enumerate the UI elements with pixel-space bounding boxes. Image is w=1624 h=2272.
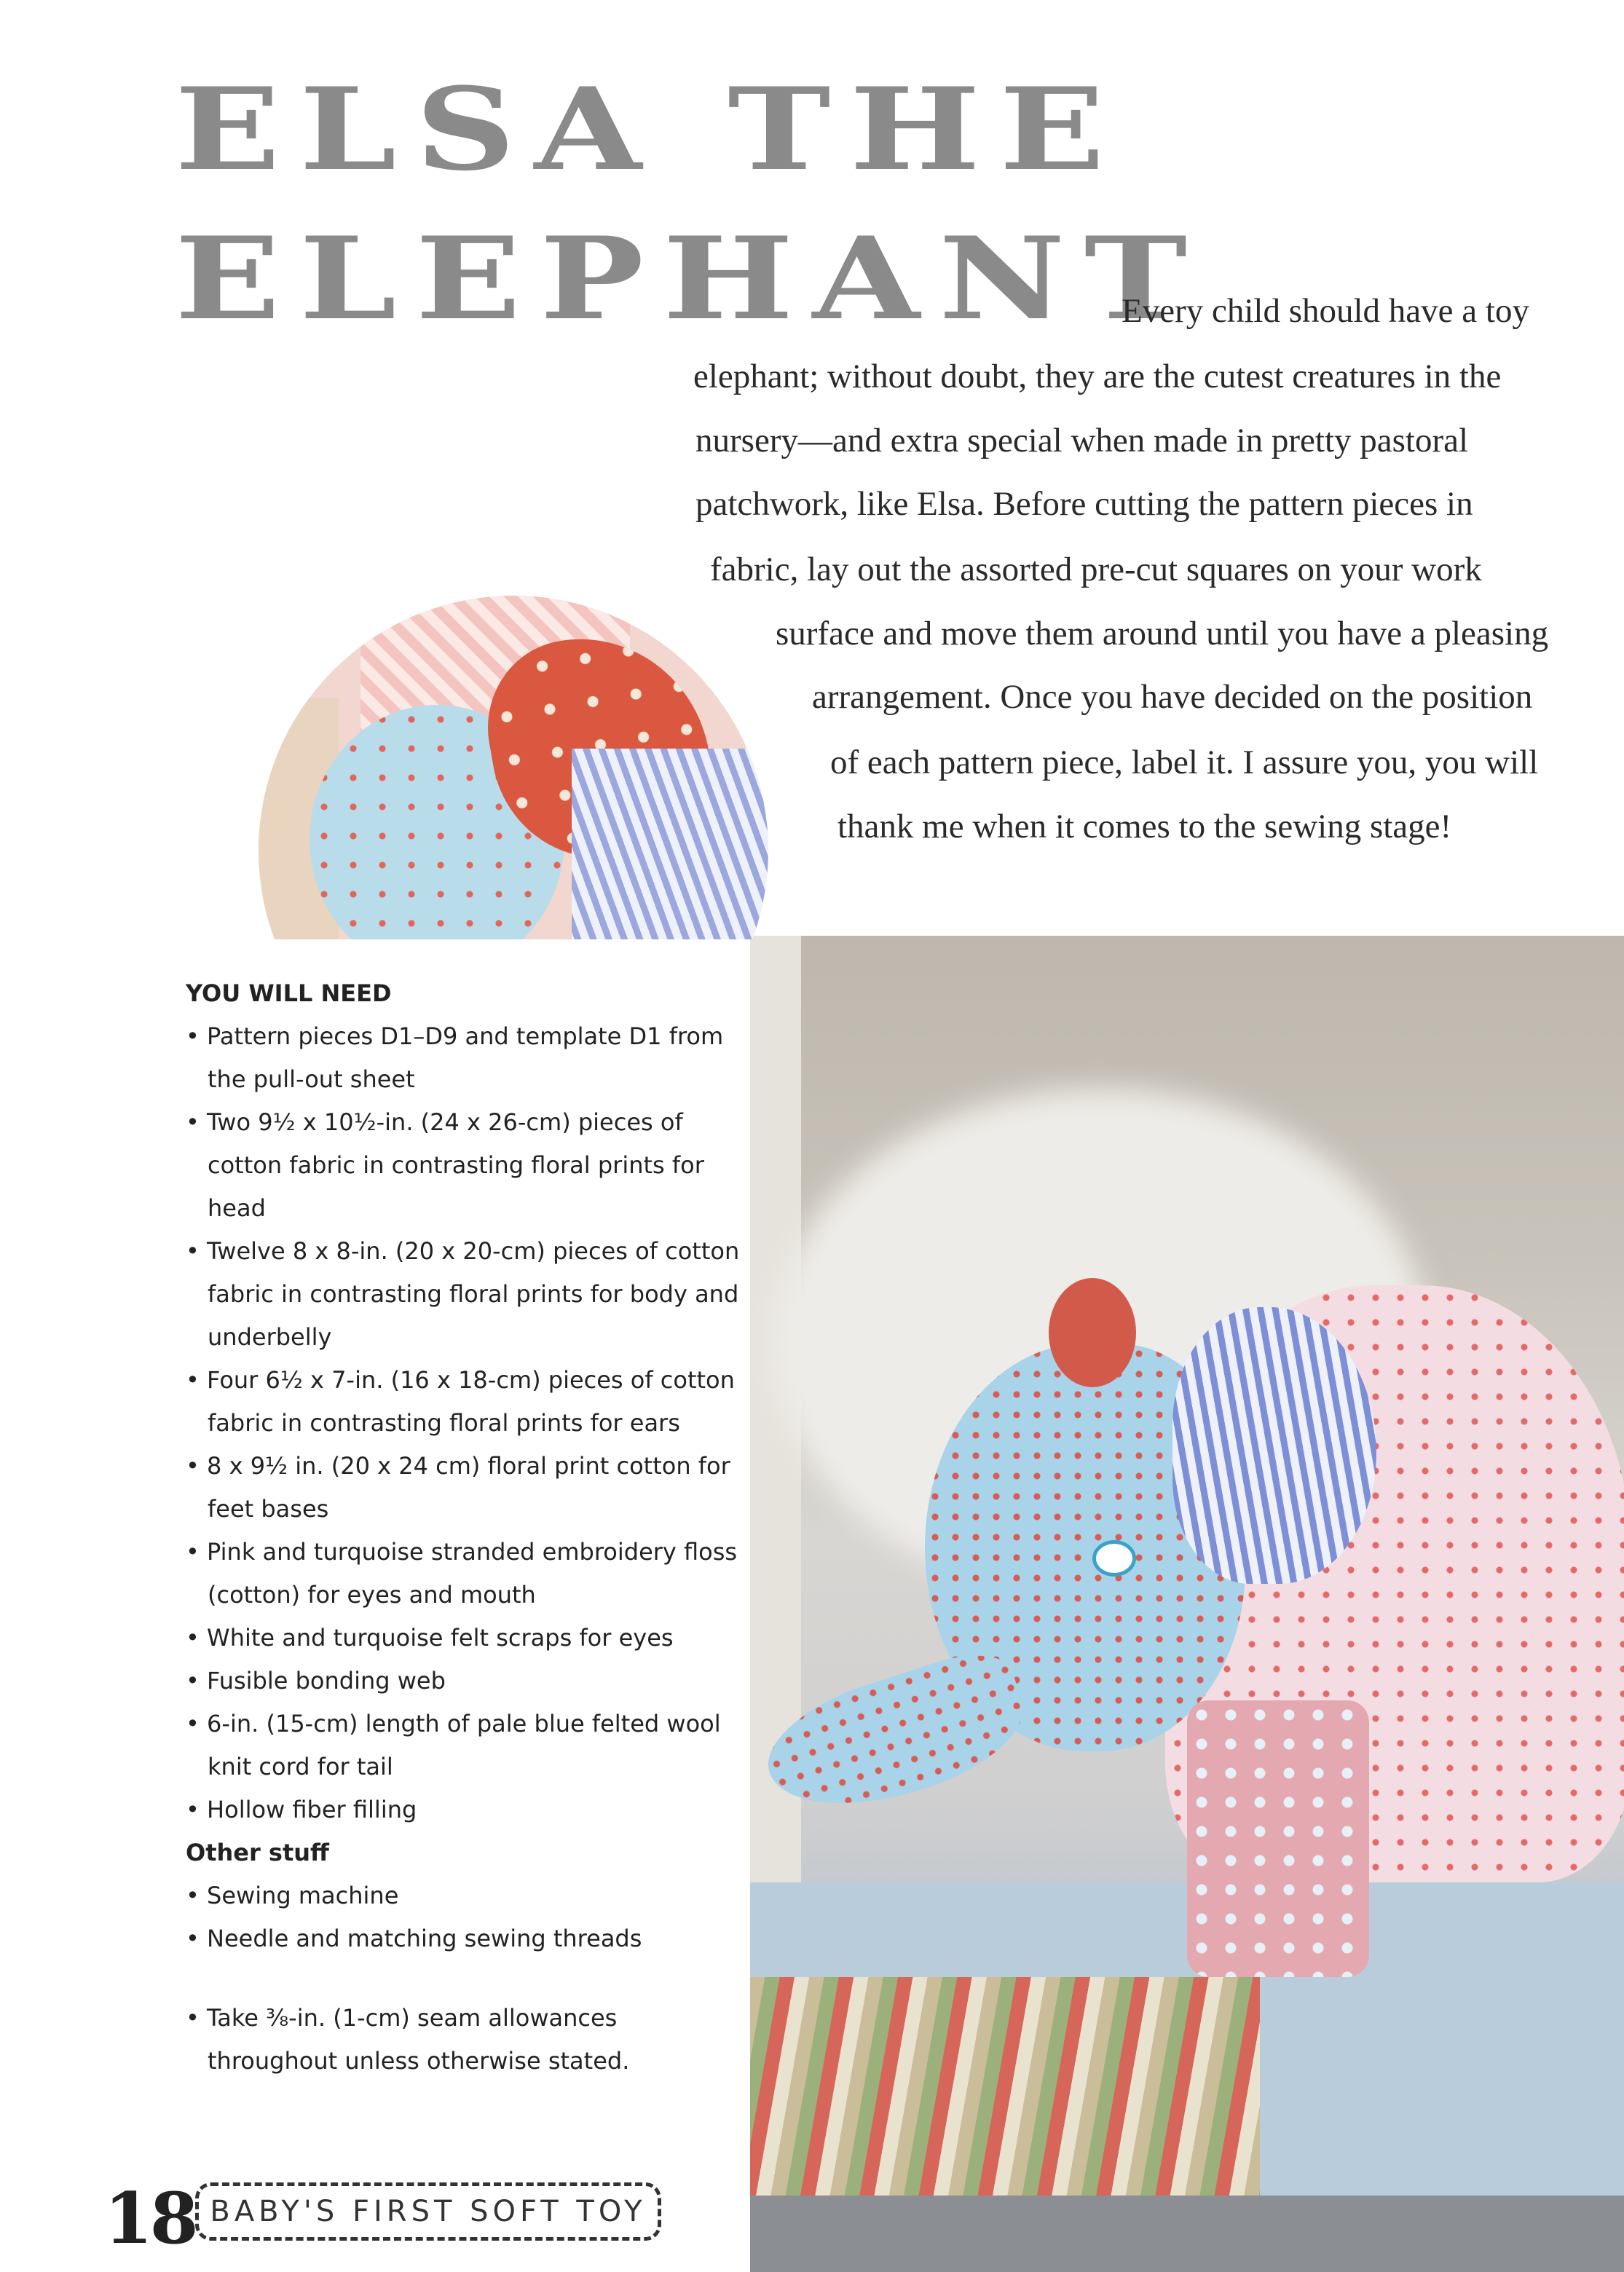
fabric-closeup-photo (259, 596, 768, 939)
list-item: • Sewing machine (186, 1874, 761, 1917)
intro-line: surface and move them around until you have a pleasing (776, 615, 1549, 652)
list-item: • White and turquoise felt scraps for eyes (186, 1617, 761, 1660)
list-item: • Fusible bonding web (186, 1660, 761, 1703)
intro-line: arrangement. Once you have decided on the position (812, 678, 1533, 716)
elephant-eye (1092, 1540, 1136, 1577)
list-item: • Four 6½ x 7-in. (16 x 18-cm) pieces of cotton fabric in contrasting floral prints for ears (186, 1359, 761, 1445)
title-line-1: ELSA THE (175, 63, 1124, 196)
elephant-back-ear (1049, 1278, 1136, 1387)
seam-note: • Take ⅜-in. (1-cm) seam allowances throughout unless otherwise stated. (186, 1997, 645, 2083)
you-will-need-section (186, 972, 761, 2083)
intro-line: patchwork, like Elsa. Before cutting the pattern pieces in (695, 485, 1473, 523)
list-item: • Twelve 8 x 8-in. (20 x 20-cm) pieces of cotton fabric in contrasting floral prints for body and underbelly (186, 1230, 761, 1359)
list-item: • Needle and matching sewing threads (186, 1917, 761, 1960)
list-item: • Hollow fiber filling (186, 1788, 761, 1831)
elephant-toy-photo (750, 936, 1624, 2272)
title-line-2: ELEPHANT (175, 212, 1207, 345)
list-item: • Pink and turquoise stranded embroidery floss (cotton) for eyes and mouth (186, 1531, 761, 1617)
intro-line: Every child should have a toy (1122, 292, 1529, 330)
intro-line: thank me when it comes to the sewing stage! (837, 808, 1452, 845)
section-badge: BABY'S FIRST SOFT TOY (195, 2182, 661, 2241)
list-item: • 8 x 9½ in. (20 x 24 cm) floral print cotton for feet bases (186, 1445, 761, 1531)
page-number: 18 (104, 2177, 196, 2260)
intro-line: elephant; without doubt, they are the cutest creatures in the (693, 358, 1502, 395)
you-will-need-heading: YOU WILL NEED (186, 979, 392, 1007)
intro-line: nursery—and extra special when made in pretty pastoral (695, 422, 1469, 459)
other-stuff-heading: Other stuff (186, 1839, 329, 1866)
intro-line: fabric, lay out the assorted pre-cut squares on your work (710, 551, 1482, 588)
elephant-leg (1187, 1700, 1369, 1977)
intro-line: of each pattern piece, label it. I assure you, you will (830, 743, 1539, 781)
list-item: • 6-in. (15-cm) length of pale blue felted wool knit cord for tail (186, 1703, 761, 1788)
list-item: • Two 9½ x 10½-in. (24 x 26-cm) pieces of cotton fabric in contrasting floral prints for head (186, 1101, 761, 1230)
list-item: • Pattern pieces D1–D9 and template D1 from the pull-out sheet (186, 1015, 761, 1101)
